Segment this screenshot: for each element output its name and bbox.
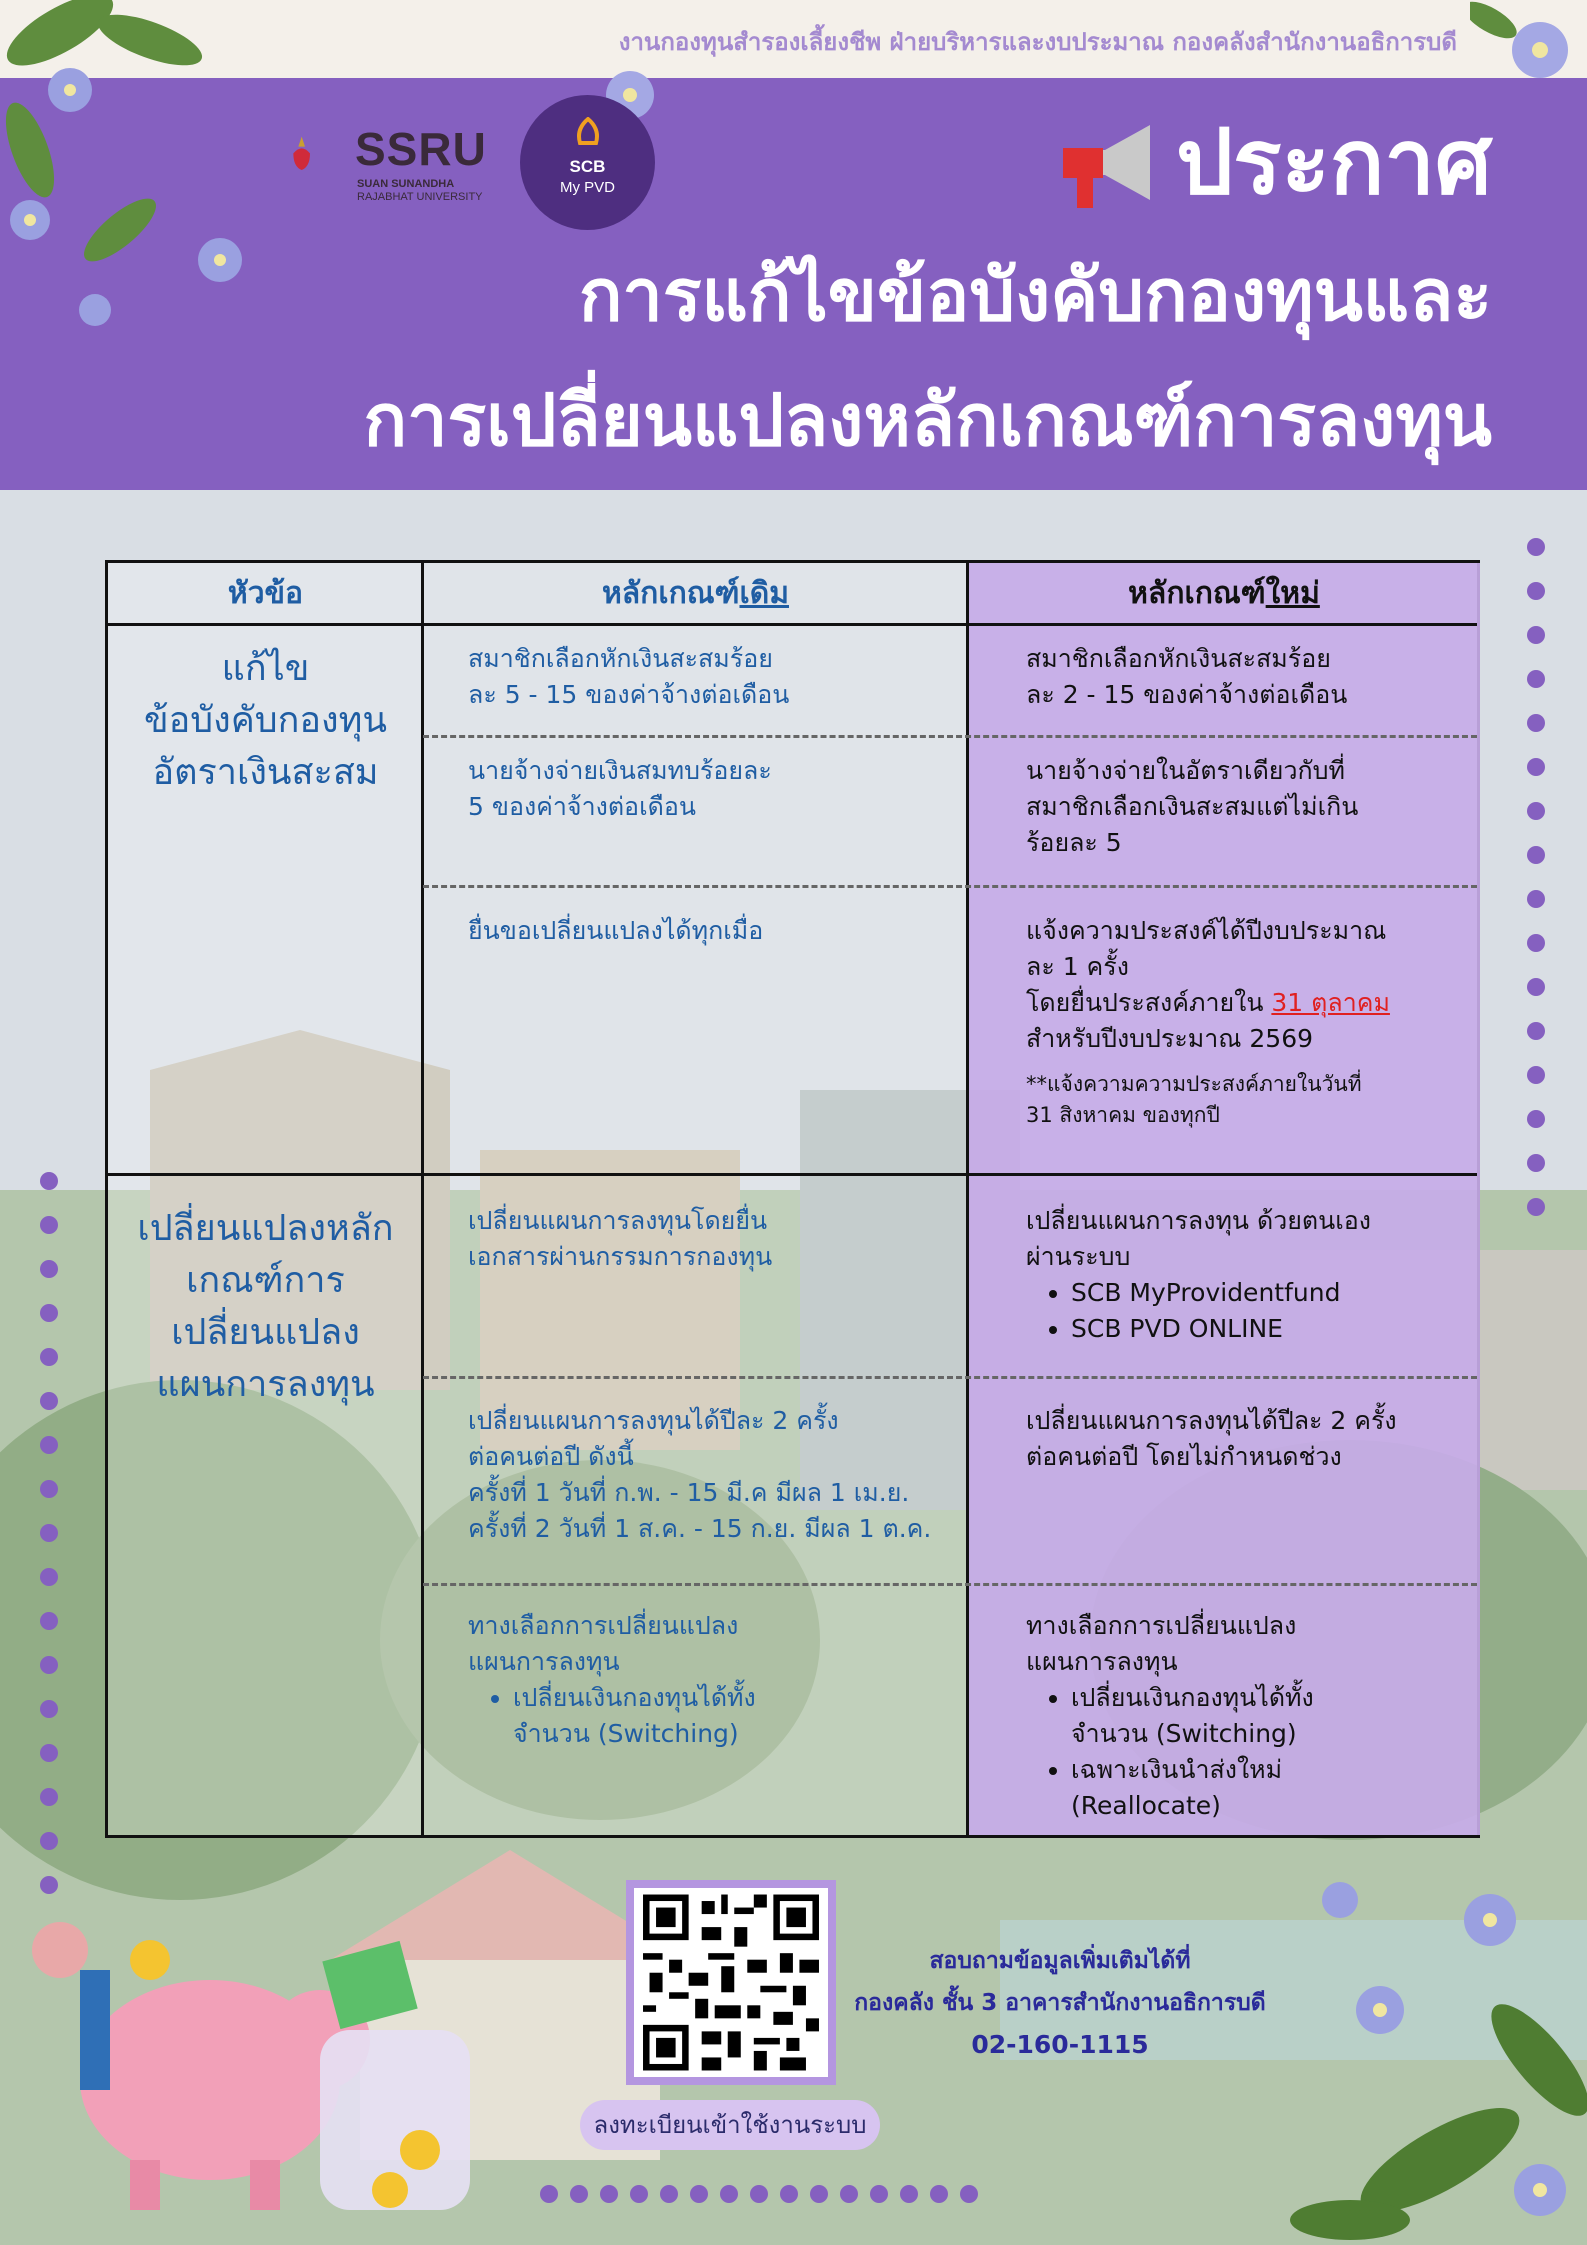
bullet-line: จำนวน (Switching) xyxy=(1071,1719,1297,1748)
bullet-list xyxy=(1071,1275,1466,1347)
scb-logo-text: SCB xyxy=(569,157,606,176)
topic-line: เกณฑ์การ xyxy=(186,1260,345,1301)
s1-row3-new xyxy=(1026,913,1466,1131)
flower-decoration-icon xyxy=(1290,1860,1587,2245)
topic-line: อัตราเงินสะสม xyxy=(152,752,379,793)
header-old-underlined: เดิม xyxy=(739,575,789,611)
qr-code-frame xyxy=(626,1880,836,2085)
s2-row1-new xyxy=(1026,1203,1466,1347)
s1-row1-new xyxy=(1026,641,1466,713)
row-divider xyxy=(423,1376,1477,1379)
ssru-logo-subtitle xyxy=(357,178,497,204)
bullet-line: (Reallocate) xyxy=(1071,1791,1221,1820)
cell-line: เอกสารผ่านกรรมการกองทุน xyxy=(468,1242,773,1271)
register-button[interactable]: ลงทะเบียนเข้าใช้งานระบบ xyxy=(580,2100,880,2150)
ssru-sub2: RAJABHAT UNIVERSITY xyxy=(357,191,483,203)
cell-line: ทางเลือกการเปลี่ยนแปลง xyxy=(1026,1611,1297,1640)
cell-line: 5 ของค่าจ้างต่อเดือน xyxy=(468,792,696,821)
s2-row2-new xyxy=(1026,1403,1466,1475)
decorative-dots-right xyxy=(1527,538,1549,1242)
cell-line: ละ 2 - 15 ของค่าจ้างต่อเดือน xyxy=(1026,680,1348,709)
topic-line: แก้ไข xyxy=(221,648,310,689)
announcement-heading: ประกาศ xyxy=(1176,110,1492,215)
header-new-criteria xyxy=(968,563,1480,623)
column-divider xyxy=(966,563,969,1835)
header-topic: หัวข้อ xyxy=(227,575,304,611)
cell-line: ทางเลือกการเปลี่ยนแปลง xyxy=(468,1611,739,1640)
bullet-list xyxy=(513,1680,948,1752)
note xyxy=(1026,1069,1466,1131)
cell-line: สมาชิกเลือกหักเงินสะสมร้อย xyxy=(468,644,773,673)
comparison-table xyxy=(105,560,1480,1838)
cell-line: นายจ้างจ่ายในอัตราเดียวกับที่ xyxy=(1026,756,1345,785)
bullet-item: • SCB MyProvidentfund xyxy=(1071,1275,1466,1311)
bullet-line: จำนวน (Switching) xyxy=(513,1719,739,1748)
decorative-dots-bottom xyxy=(540,2185,990,2205)
row-divider xyxy=(423,885,1477,888)
header-new-underlined: ใหม่ xyxy=(1265,575,1320,611)
cell-line: นายจ้างจ่ายเงินสมทบร้อยละ xyxy=(468,756,772,785)
cell-line: ครั้งที่ 2 วันที่ 1 ส.ค. - 15 ก.ย. มีผล 1 ต.ค. xyxy=(468,1514,932,1543)
row-divider xyxy=(423,735,1477,738)
topic-line: เปลี่ยนแปลงหลัก xyxy=(137,1208,394,1249)
ssru-emblem-icon xyxy=(290,95,360,210)
header-old-criteria xyxy=(423,563,968,623)
note-line: **แจ้งความความประสงค์ภายในวันที่ xyxy=(1026,1072,1362,1096)
header-divider xyxy=(108,623,1477,626)
section1-topic xyxy=(108,643,423,799)
cell-line: แผนการลงทุน xyxy=(468,1647,620,1676)
cell-line: ยื่นขอเปลี่ยนแปลงได้ทุกเมื่อ xyxy=(468,916,764,945)
cell-line: ต่อคนต่อปี ดังนี้ xyxy=(468,1442,634,1471)
scb-logo xyxy=(520,95,655,230)
contact-line: กองคลัง ชั้น 3 อาคารสำนักงานอธิการบดี xyxy=(854,1990,1266,2016)
cell-line: เปลี่ยนแผนการลงทุนได้ปีละ 2 ครั้ง xyxy=(468,1406,839,1435)
cell-line xyxy=(1026,985,1466,1021)
section2-topic xyxy=(108,1203,423,1411)
header-new-prefix: หลักเกณฑ์ xyxy=(1128,575,1266,611)
flower-decoration-icon xyxy=(1470,0,1587,110)
row-divider xyxy=(423,1583,1477,1586)
bullet-item xyxy=(1071,1752,1466,1824)
cell-line: แผนการลงทุน xyxy=(1026,1647,1178,1676)
ssru-logo-text: SSRU xyxy=(355,123,487,175)
decorative-dots-left xyxy=(40,1172,62,1920)
cell-line: เปลี่ยนแผนการลงทุนโดยยื่น xyxy=(468,1206,768,1235)
s2-row3-old xyxy=(468,1608,948,1752)
ssru-sub1: SUAN SUNANDHA xyxy=(357,178,455,190)
bullet-line: เปลี่ยนเงินกองทุนได้ทั้ง xyxy=(1071,1683,1314,1712)
bullet-item xyxy=(513,1680,948,1752)
bullet-item: • SCB PVD ONLINE xyxy=(1071,1311,1466,1347)
section-divider xyxy=(108,1173,1477,1176)
piggy-bank-illustration-icon xyxy=(20,1910,500,2230)
cell-line: ร้อยละ 5 xyxy=(1026,828,1122,857)
s2-row3-new xyxy=(1026,1608,1466,1824)
cell-line: ครั้งที่ 1 วันที่ ก.พ. - 15 มี.ค มีผล 1 เม.ย. xyxy=(468,1478,910,1507)
bullet-line: เปลี่ยนเงินกองทุนได้ทั้ง xyxy=(513,1683,756,1712)
title-line-2: การเปลี่ยนแปลงหลักเกณฑ์การลงทุน xyxy=(363,378,1492,462)
bullet-list xyxy=(1071,1680,1466,1824)
cell-line: ละ 1 ครั้ง xyxy=(1026,952,1129,981)
bullet-item xyxy=(1071,1680,1466,1752)
scb-emblem-icon xyxy=(570,117,606,153)
contact-info xyxy=(850,1940,1270,2066)
deadline-prefix: โดยยื่นประสงค์ภายใน xyxy=(1026,988,1272,1017)
cell-line: สมาชิกเลือกหักเงินสะสมร้อย xyxy=(1026,644,1331,673)
cell-line: ผ่านระบบ xyxy=(1026,1242,1131,1271)
s1-row2-new xyxy=(1026,753,1466,861)
topic-line: เปลี่ยนแปลง xyxy=(171,1312,360,1353)
s2-row2-old xyxy=(468,1403,948,1547)
cell-line: ต่อคนต่อปี โดยไม่กำหนดช่วง xyxy=(1026,1442,1342,1471)
qr-code-icon[interactable] xyxy=(634,1888,828,2077)
note-line: 31 สิงหาคม ของทุกปี xyxy=(1026,1103,1220,1127)
cell-line: แจ้งความประสงค์ได้ปีงบประมาณ xyxy=(1026,916,1387,945)
department-text: งานกองทุนสำรองเลี้ยงชีพ ฝ่ายบริหารและงบประมาณ กองคลังสำนักงานอธิการบดี xyxy=(618,28,1457,56)
title-line-1: การแก้ไขข้อบังคับกองทุนและ xyxy=(578,253,1492,337)
scb-logo-subtitle: My PVD xyxy=(559,179,615,196)
s1-row1-old xyxy=(468,641,948,713)
topic-line: ข้อบังคับกองทุน xyxy=(144,700,387,741)
megaphone-icon xyxy=(1055,120,1160,210)
contact-line: สอบถามข้อมูลเพิ่มเติมได้ที่ xyxy=(929,1948,1191,1974)
bullet-line: เฉพาะเงินนำส่งใหม่ xyxy=(1071,1755,1283,1784)
cell-line: เปลี่ยนแผนการลงทุนได้ปีละ 2 ครั้ง xyxy=(1026,1406,1397,1435)
deadline-date: 31 ตุลาคม xyxy=(1271,988,1390,1017)
s1-row3-old xyxy=(468,913,948,949)
flower-decoration-icon xyxy=(0,0,280,330)
topic-line: แผนการลงทุน xyxy=(156,1364,375,1405)
s1-row2-old xyxy=(468,753,948,825)
header-old-prefix: หลักเกณฑ์ xyxy=(602,575,740,611)
contact-phone[interactable]: 02-160-1115 xyxy=(971,2030,1149,2059)
cell-line: สำหรับปีงบประมาณ 2569 xyxy=(1026,1024,1314,1053)
cell-line: เปลี่ยนแผนการลงทุน ด้วยตนเอง xyxy=(1026,1206,1371,1235)
s2-row1-old xyxy=(468,1203,948,1275)
cell-line: สมาชิกเลือกเงินสะสมแต่ไม่เกิน xyxy=(1026,792,1359,821)
cell-line: ละ 5 - 15 ของค่าจ้างต่อเดือน xyxy=(468,680,790,709)
